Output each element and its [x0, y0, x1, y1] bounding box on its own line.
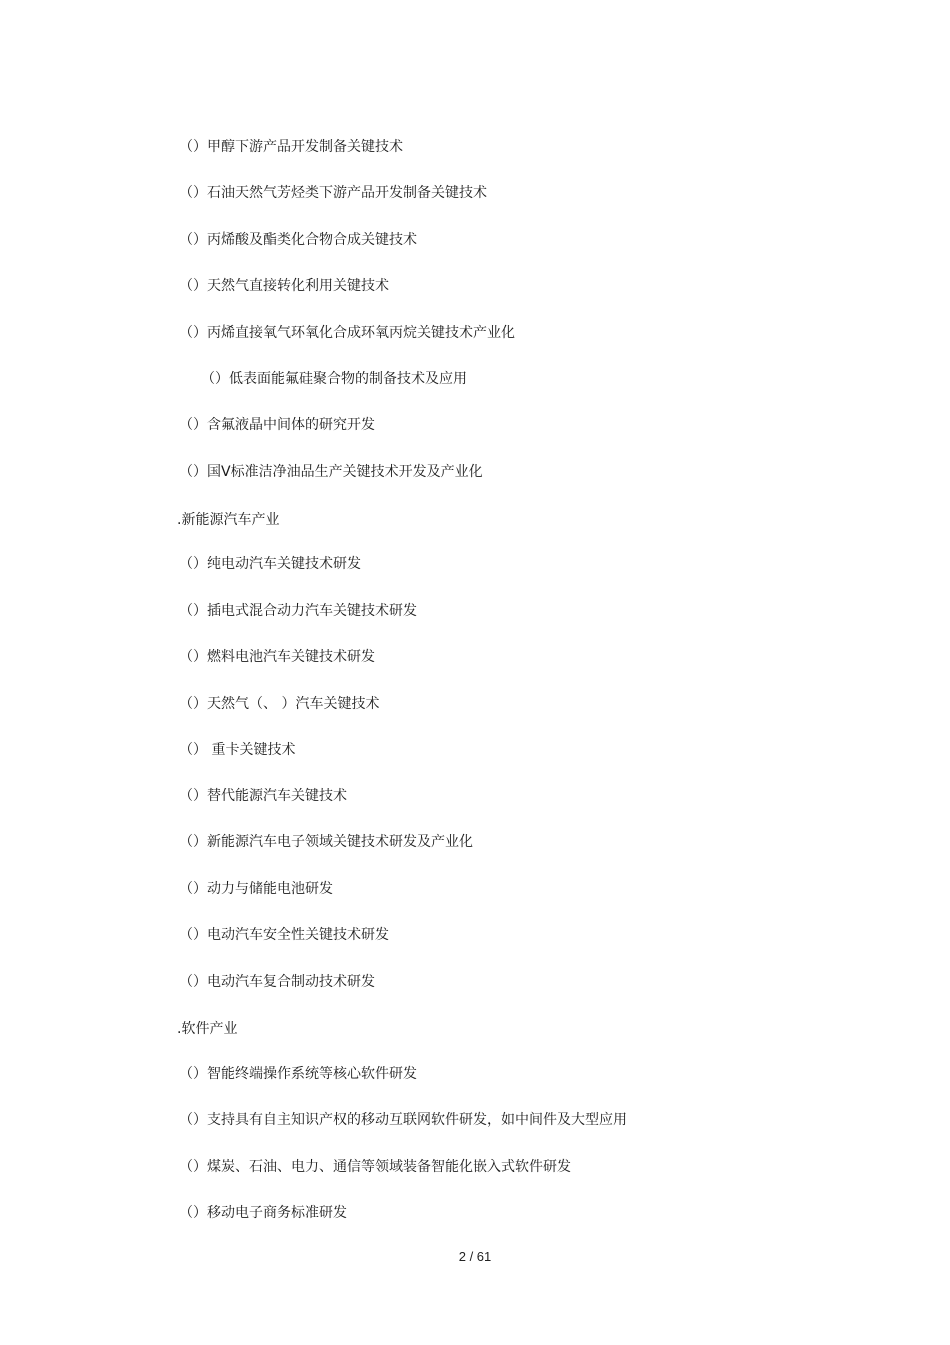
list-item: （）低表面能氟硅聚合物的制备技术及应用 — [201, 371, 467, 387]
list-item: （）丙烯直接氧气环氧化合成环氧丙烷关键技术产业化 — [179, 325, 515, 341]
list-item: （）纯电动汽车关键技术研发 — [179, 556, 361, 572]
section-heading: .新能源汽车产业 — [177, 512, 280, 528]
list-item: （）丙烯酸及酯类化合物合成关键技术 — [179, 232, 417, 248]
list-item: （）燃料电池汽车关键技术研发 — [179, 649, 375, 665]
section-heading: .软件产业 — [177, 1021, 238, 1037]
list-item: （）移动电子商务标准研发 — [179, 1205, 347, 1221]
list-item: （）石油天然气芳烃类下游产品开发制备关键技术 — [179, 185, 487, 201]
list-item: （）支持具有自主知识产权的移动互联网软件研发，如中间件及大型应用 — [179, 1112, 627, 1128]
list-item: （）甲醇下游产品开发制备关键技术 — [179, 139, 403, 155]
page-number: 2 / 61 — [458, 1249, 492, 1264]
list-item: （）新能源汽车电子领域关键技术研发及产业化 — [179, 834, 473, 850]
list-item: （）国Ⅴ标准洁净油品生产关键技术开发及产业化 — [179, 464, 483, 480]
list-item: （） 重卡关键技术 — [179, 742, 296, 758]
list-item: （）智能终端操作系统等核心软件研发 — [179, 1066, 417, 1082]
list-item: （）插电式混合动力汽车关键技术研发 — [179, 603, 417, 619]
list-item: （）电动汽车安全性关键技术研发 — [179, 927, 389, 943]
list-item: （）替代能源汽车关键技术 — [179, 788, 347, 804]
list-item: （）天然气直接转化利用关键技术 — [179, 278, 389, 294]
list-item: （）动力与储能电池研发 — [179, 881, 333, 897]
list-item: （）煤炭、石油、电力、通信等领域装备智能化嵌入式软件研发 — [179, 1159, 571, 1175]
list-item: （）含氟液晶中间体的研究开发 — [179, 417, 375, 433]
list-item: （）电动汽车复合制动技术研发 — [179, 974, 375, 990]
list-item: （）天然气（、 ）汽车关键技术 — [179, 696, 380, 712]
